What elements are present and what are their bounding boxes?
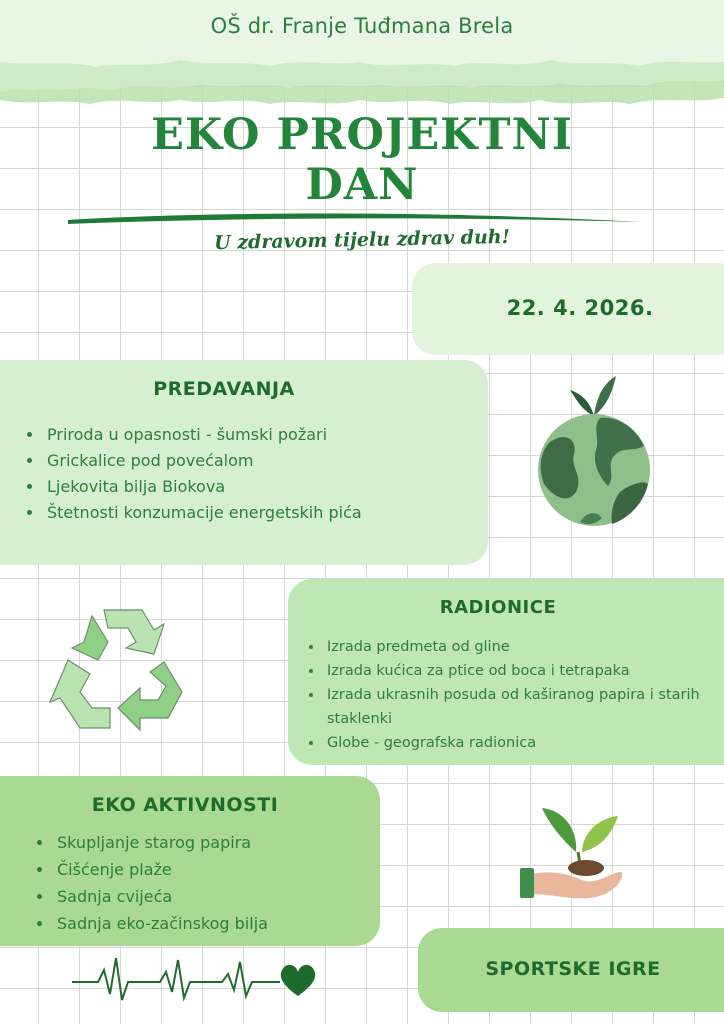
title-line-2: DAN: [305, 160, 419, 210]
list-item: • Sadnja eko-začinskog bilja: [54, 910, 268, 937]
list-item: • Sadnja cvijeća: [54, 883, 268, 910]
plant-in-hand-icon: [512, 800, 632, 910]
heartbeat-heart-icon: [70, 950, 330, 1010]
predavanja-list: [26, 422, 362, 526]
list-item: • Čišćenje plaže: [54, 856, 268, 883]
list-item: • Globe - geografska radionica: [324, 731, 724, 755]
school-name: OŠ dr. Franje Tuđmana Brela: [210, 14, 514, 38]
sportske-igre-heading: SPORTSKE IGRE: [485, 958, 661, 980]
list-item: • Izrada kućica za ptice od boca i tetrapaka: [324, 659, 724, 683]
recycle-icon: [46, 602, 196, 742]
radionice-heading: RADIONICE: [439, 597, 557, 618]
globe-icon: [530, 372, 660, 532]
list-item: • Štetnosti konzumacije energetskih pića: [44, 500, 362, 526]
list-item: • Ljekovita bilja Biokova: [44, 474, 362, 500]
title-line-1: EKO PROJEKTNI: [151, 110, 573, 160]
eko-aktivnosti-list: [36, 829, 268, 937]
list-item: • Skupljanje starog papira: [54, 829, 268, 856]
eko-aktivnosti-heading: EKO AKTIVNOSTI: [91, 794, 279, 816]
list-item: • Izrada predmeta od gline: [324, 635, 724, 659]
event-date: 22. 4. 2026.: [506, 296, 654, 320]
predavanja-heading: PREDAVANJA: [153, 378, 295, 400]
page-title: [0, 110, 724, 210]
list-item: • Izrada ukrasnih posuda od kaširanog papira i starih staklenki: [324, 683, 724, 731]
subtitle: U zdravom tijelu zdrav duh!: [213, 225, 511, 255]
list-item: • Priroda u opasnosti - šumski požari: [44, 422, 362, 448]
list-item: • Grickalice pod povećalom: [44, 448, 362, 474]
radionice-list: [306, 635, 724, 755]
